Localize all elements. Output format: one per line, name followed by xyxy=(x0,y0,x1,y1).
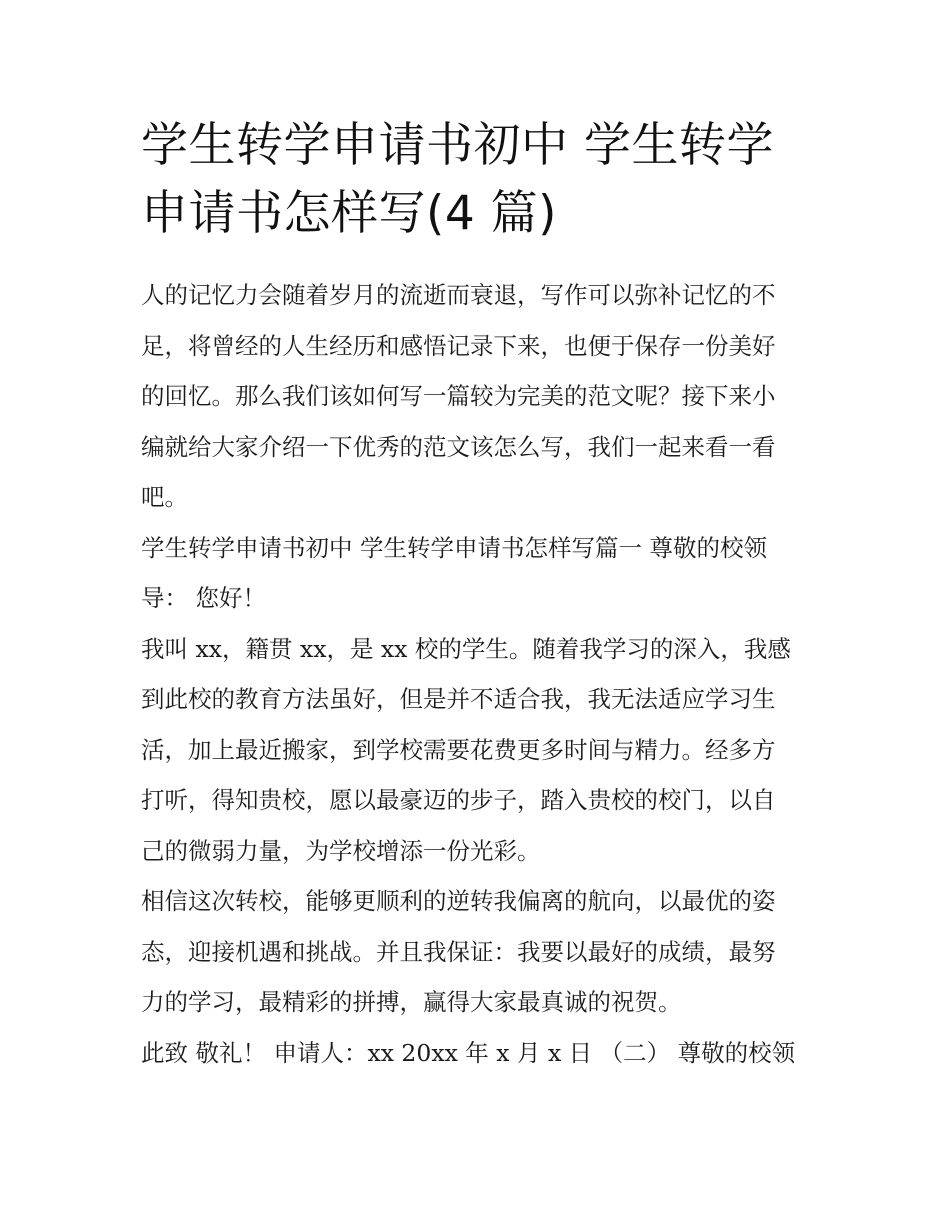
body-line: 的回忆。那么我们该如何写一篇较为完美的范文呢？接下来小 xyxy=(141,382,776,410)
body-line: 到此校的教育方法虽好，但是并不适合我，我无法适应学习生 xyxy=(141,685,776,713)
body-line: 学生转学申请书初中 学生转学申请书怎样写篇一 尊敬的校领 xyxy=(141,533,767,562)
body-line: 导： 您好！ xyxy=(141,584,266,612)
body-line: 打听，得知贵校，愿以最豪迈的步子，踏入贵校的校门，以自 xyxy=(141,786,776,814)
body-line: 吧。 xyxy=(141,483,188,511)
body-line: 活，加上最近搬家，到学校需要花费更多时间与精力。经多方 xyxy=(141,735,776,764)
title-line: 申请书怎样写(4 篇) xyxy=(141,186,558,241)
body-line: 力的学习，最精彩的拼搏，赢得大家最真诚的祝贺。 xyxy=(141,988,682,1016)
title-line: 学生转学申请书初中 学生转学 xyxy=(141,118,774,173)
body-line: 己的微弱力量，为学校增添一份光彩。 xyxy=(141,836,541,865)
body-line: 足，将曾经的人生经历和感悟记录下来，也便于保存一份美好 xyxy=(141,331,776,360)
body-line: 此致 敬礼！ 申请人：xx 20xx 年 x 月 x 日 （二） 尊敬的校领 xyxy=(141,1038,796,1067)
body-line: 编就给大家介绍一下优秀的范文该怎么写，我们一起来看一看 xyxy=(141,432,776,461)
document-body xyxy=(141,270,813,1078)
body-line: 我叫 xx，籍贯 xx，是 xx 校的学生。随着我学习的深入，我感 xyxy=(141,634,791,663)
body-line: 人的记忆力会随着岁月的流逝而衰退，写作可以弥补记忆的不 xyxy=(141,281,776,309)
body-line: 相信这次转校，能够更顺利的逆转我偏离的航向，以最优的姿 xyxy=(141,887,776,915)
document-content xyxy=(141,112,813,1078)
body-line: 态，迎接机遇和挑战。并且我保证：我要以最好的成绩，最努 xyxy=(141,937,776,966)
document-title xyxy=(141,112,813,248)
